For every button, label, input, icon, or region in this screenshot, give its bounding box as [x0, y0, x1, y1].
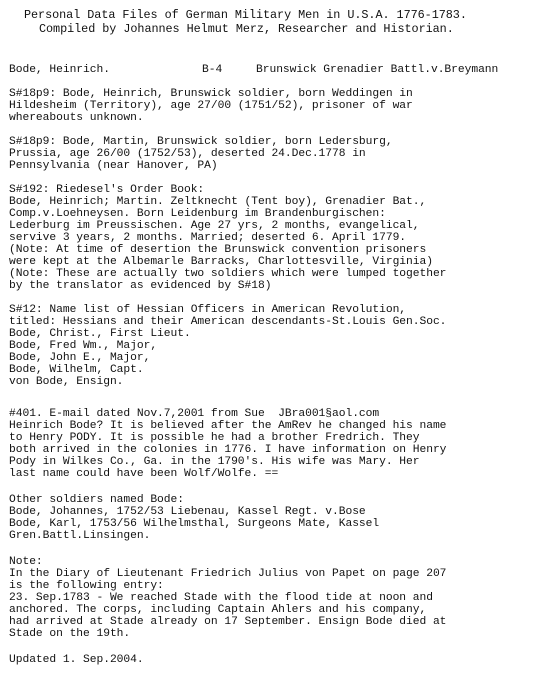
- text-line: Lederburg im Preussischen. Age 27 yrs, 2 months, evangelical,: [9, 220, 420, 232]
- updated-date: Updated 1. Sep.2004.: [9, 654, 144, 666]
- text-line: both arrived in the colonies in 1776. I have information on Henry: [9, 444, 447, 456]
- text-line: by the translator as evidenced by S#18): [9, 280, 272, 292]
- text-line: (Note: At time of desertion the Brunswick convention prisoners: [9, 244, 427, 256]
- text-line: #401. E-mail dated Nov.7,2001 from Sue JBra001§aol.com: [9, 408, 380, 420]
- text-line: is the following entry:: [9, 580, 164, 592]
- text-line: whereabouts unknown.: [9, 112, 144, 124]
- text-line: In the Diary of Lieutenant Friedrich Julius von Papet on page 207: [9, 568, 447, 580]
- record-unit: Brunswick Grenadier Battl.v.Breymann: [256, 64, 499, 76]
- text-line: S#12: Name list of Hessian Officers in American Revolution,: [9, 304, 407, 316]
- text-line: servive 3 years, 2 months. Married; deserted 6. April 1779.: [9, 232, 407, 244]
- document-title-line-1: Personal Data Files of German Military Men in U.S.A. 1776-1783.: [24, 8, 467, 22]
- text-line: Bode, Christ., First Lieut.: [9, 328, 191, 340]
- text-line: titled: Hessians and their American descendants-St.Louis Gen.Soc.: [9, 316, 447, 328]
- text-line: anchored. The corps, including Captain Ahlers and his company,: [9, 604, 427, 616]
- text-line: (Note: These are actually two soldiers which were lumped together: [9, 268, 447, 280]
- text-line: S#18p9: Bode, Martin, Brunswick soldier, born Ledersburg,: [9, 136, 393, 148]
- text-line: were kept at the Albemarle Barracks, Charlottesville, Virginia): [9, 256, 433, 268]
- text-line: Bode, Heinrich; Martin. Zeltknecht (Tent boy), Grenadier Bat.,: [9, 196, 427, 208]
- record-code: B-4: [202, 64, 223, 76]
- text-line: Stade on the 19th.: [9, 628, 131, 640]
- text-line: Gren.Battl.Linsingen.: [9, 530, 151, 542]
- text-line: Hildesheim (Territory), age 27/00 (1751/52), prisoner of war: [9, 100, 413, 112]
- text-line: Bode, Fred Wm., Major,: [9, 340, 158, 352]
- text-line: Comp.v.Loehneysen. Born Leidenburg im Brandenburgischen:: [9, 208, 386, 220]
- text-line: S#18p9: Bode, Heinrich, Brunswick soldier, born Weddingen in: [9, 88, 413, 100]
- text-line: Other soldiers named Bode:: [9, 494, 184, 506]
- text-line: Bode, John E., Major,: [9, 352, 151, 364]
- text-line: to Henry PODY. It is possible he had a brother Fredrich. They: [9, 432, 420, 444]
- text-line: Pody in Wilkes Co., Ga. in the 1790's. His wife was Mary. Her: [9, 456, 420, 468]
- text-line: Note:: [9, 556, 43, 568]
- text-line: S#192: Riedesel's Order Book:: [9, 184, 205, 196]
- record-name: Bode, Heinrich.: [9, 64, 110, 76]
- document-title-line-2: Compiled by Johannes Helmut Merz, Researcher and Historian.: [39, 22, 454, 36]
- text-line: 23. Sep.1783 - We reached Stade with the flood tide at noon and: [9, 592, 433, 604]
- text-line: Bode, Wilhelm, Capt.: [9, 364, 144, 376]
- text-line: Pennsylvania (near Hanover, PA): [9, 160, 218, 172]
- text-line: Bode, Johannes, 1752/53 Liebenau, Kassel Regt. v.Bose: [9, 506, 366, 518]
- text-line: Prussia, age 26/00 (1752/53), deserted 24.Dec.1778 in: [9, 148, 366, 160]
- text-line: von Bode, Ensign.: [9, 376, 124, 388]
- text-line: Bode, Karl, 1753/56 Wilhelmsthal, Surgeons Mate, Kassel: [9, 518, 380, 530]
- text-line: had arrived at Stade already on 17 September. Ensign Bode died at: [9, 616, 447, 628]
- text-line: last name could have been Wolf/Wolfe. ==: [9, 468, 279, 480]
- text-line: Heinrich Bode? It is believed after the AmRev he changed his name: [9, 420, 447, 432]
